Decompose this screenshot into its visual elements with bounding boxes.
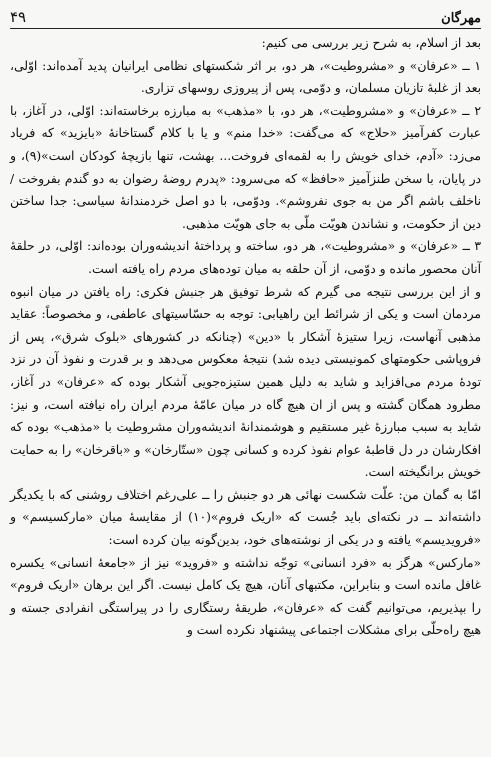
- page-number: ۴۹: [10, 8, 27, 26]
- paragraph: و از این بررسی نتیجه می گیرم که شرط توفیق هر جنبش فکری: راه یافتن در میان انبوه مردمان است و یکی از شرائط این راهیابی: توجه به حسّاسیتهای عاطفی، و مخصوصاً: عقاید مذهبی آنهاست، زیرا ستیزهٔ آشکار با «دین» (چنانکه در کشورهای «بلوک شرق»، پس از فروپاشی حکومتهای کمونیستی دیده شد) نتیجهٔ معکوس می‌دهد و بر قدرت و نفوذ آن در نزد تودهٔ مردم می‌افزاید و شاید به دلیل همین ستیزه‌جویی آشکار بوده که «عرفان» در آغاز، مطرود همگان گشته و پس از ان هیچ گاه در میان عامّهٔ مردم ایران راه نیافته است، و نیز: شاید به سبب مبارزهٔ غیر مستقیم و هوشمندانهٔ اندیشه‌وران مشروطیت با «مذهب» بوده که افکارشان در دل قاطبهٔ عوام نفوذ کرده و کسانی چون «ستّارخان» و «باقرخان» را به حمایت خویش برانگیخته است.: [10, 284, 481, 480]
- paragraph: ۳ ــ «عرفان» و «مشروطیت»، هر دو، ساخته و پرداختهٔ اندیشه‌وران بوده‌اند: اوّلی، در حلقهٔ آنان محصور مانده و دوّمی، از آن حلقه به میان توده‌های مردم راه یافته است.: [10, 239, 481, 276]
- running-head: مهرگان: [441, 11, 481, 26]
- paragraph: ۱ ــ «عرفان» و «مشروطیت»، هر دو، بر اثر شکستهای نظامی ایرانیان پدید آمده‌اند: اوّلی، بعد از غلبهٔ تازیان مسلمان، و دوّمی، پس از پیروزی روسهای تزاری.: [10, 58, 481, 96]
- paragraph: بعد از اسلام، به شرح زیر بررسی می کنیم:: [261, 36, 481, 50]
- paragraph: امّا به گمان من: علّت شکست نهائی هر دو جنبش را ــ علی‌رغم اختلاف روشنی که با یکدیگر داشته‌اند ــ در نکته‌ای باید جُست که «اریک فروم»(۱۰) از مقایسهٔ میان «مارکسیسم» و «فرویدیسم» یافته و در یکی از نوشته‌های خود، بدین‌گونه بیان کرده است:: [10, 487, 481, 548]
- page-header: [10, 6, 481, 29]
- body-text: [10, 32, 481, 642]
- paragraph: «مارکس» هرگز به «فرد انسانی» توجّه نداشته و «فروید» نیز از «جامعهٔ انسانی» یکسره غافل مانده است و بنابراین، مکتبهای آنان، هیچ یک کامل نیست. اگر این برهان «اریک فروم» را بپذیریم، می‌توانیم گفت که «عرفان»، طریقهٔ رستگاری را در پیراستگی انفرادی جسته و هیچ راه‌حلّی برای مشکلات اجتماعی پیشنهاد نکرده است و: [10, 555, 481, 638]
- paragraph: ۲ ــ «عرفان» و «مشروطیت»، هر دو، با «مذهب» به مبارزه برخاسته‌اند: اوّلی، در آغاز، با عبارت کفرآمیز «حلاج» که می‌گفت: «خدا منم» و یا با کلام گستاخانهٔ «بایزید» که فریاد می‌زد: «آدم، خدای خویش را به لقمه‌ای فروخت... بهشت، تنها بازیچهٔ کودکان است»(۹)، و در پایان، با سخن طنزآمیز «حافظ» که می‌سرود: «پدرم روضهٔ رضوان به دو گندم بفروخت / ناخلف باشم اگر من به جوی نفروشم». ودوّمی، با دو اصل خردمندانهٔ سیاسی: جدا ساختن دین از حکومت، و نشاندن هویّت ملّی به جای هویّت مذهبی.: [10, 103, 481, 231]
